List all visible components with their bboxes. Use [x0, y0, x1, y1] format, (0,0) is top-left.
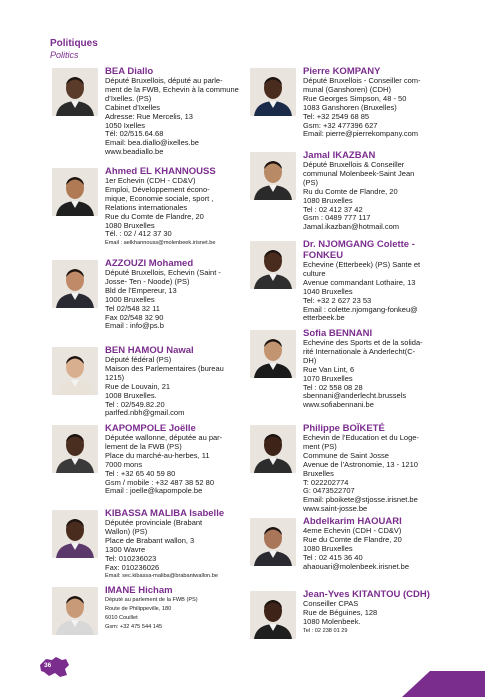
detail-line: Rue de Béguines, 128	[303, 607, 378, 617]
section-header	[50, 38, 98, 61]
person-name: Philippe BOÏKETÉ	[303, 423, 385, 434]
detail-line: Cabinet d’Ixelles	[105, 102, 161, 112]
detail-line: Gsm: +32 477396 627	[303, 120, 378, 130]
ahmed-el-khannouss-photo	[52, 168, 98, 216]
detail-line: Gsm: +32 475 544 145	[105, 623, 163, 630]
detail-line: Echevin de l’Education et du Loge-	[303, 433, 419, 442]
detail-line: Rue Georges Simpson, 48 - 50	[303, 93, 407, 103]
detail-line: (PS)	[303, 177, 318, 187]
detail-line: Gsm / mobile : +32 487 38 52 80	[105, 477, 215, 487]
detail-line: T: 022202774	[303, 477, 349, 487]
detail-line: Bld de l’Empereur, 13	[105, 285, 177, 295]
detail-line: Echevine des Sports et de la solida-	[303, 338, 423, 347]
detail-line: Wallon) (PS)	[105, 526, 148, 536]
detail-line: Rue de Louvain, 21	[105, 381, 171, 391]
contact-link[interactable]: Email: bea.diallo@ixelles.be	[105, 138, 199, 148]
detail-line: Relations internationales	[105, 202, 188, 212]
person-info	[303, 239, 438, 323]
detail-line: 1083 Ganshoren (Bruxelles)	[303, 102, 397, 112]
detail-line: Adresse: Rue Mercelis, 13	[105, 111, 193, 121]
imane-hicham-photo	[52, 587, 98, 635]
person-name: KAPOMPOLE Joëlle	[105, 423, 196, 434]
detail-line: Tel : +32 65 40 59 80	[105, 468, 176, 478]
person-name: Jamal IKAZBAN	[303, 150, 376, 161]
person-name: Ahmed EL KHANNOUSS	[105, 166, 216, 177]
portrait	[250, 68, 296, 116]
detail-line: Député Bruxellois & Conseiller	[303, 160, 405, 169]
detail-line: Gsm : 0489 777 117	[303, 213, 371, 223]
person-name-continued: FONKEU	[303, 250, 344, 261]
section-subtitle: Politics	[50, 50, 79, 60]
contact-link[interactable]: Email: pboikete@stjosse.irisnet.be	[303, 495, 418, 505]
person-info	[303, 589, 438, 639]
detail-line: 4eme Echevin (CDH - CD&V)	[303, 526, 402, 535]
detail-line: 1050 Ixelles	[105, 120, 146, 130]
azzouzi-mohamed-photo	[52, 260, 98, 308]
belgium-map-icon	[38, 656, 70, 678]
detail-line: Fax: 010236026	[105, 562, 160, 572]
portrait	[52, 260, 98, 308]
detail-line: Député au parlement de la FWB (PS)	[105, 597, 198, 603]
kapompole-joelle-photo	[52, 425, 98, 473]
detail-line: Tél: 02/515.64.68	[105, 129, 164, 139]
portrait	[52, 68, 98, 116]
person-entry	[250, 423, 438, 514]
detail-line: Tel: 010236023	[105, 553, 157, 563]
detail-line: 1080 Bruxelles	[303, 543, 353, 553]
detail-line: ment (PS)	[303, 441, 337, 451]
contact-link[interactable]: Email : aelkhannouss@molenbeek.irisnet.be	[105, 240, 216, 247]
detail-line: Avenue commandant Lothaire, 13	[303, 277, 416, 287]
njomgang-colette-fonkeu-photo	[250, 241, 296, 289]
detail-line: ment de la FWB, Echevin à la commune	[105, 84, 239, 94]
detail-line: Echevine (Etterbeek) (PS) Sante et	[303, 260, 421, 269]
detail-line: 6010 Couillet	[105, 614, 138, 621]
person-name: Jean-Yves KITANTOU (CDH)	[303, 589, 430, 600]
detail-line: 1080 Molenbeek.	[303, 616, 361, 626]
page-number: 36	[44, 662, 52, 669]
jean-yves-kitantou-photo	[250, 591, 296, 639]
detail-line: Avenue de l’Astronomie, 13 - 1210	[303, 459, 418, 469]
person-name: BEN HAMOU Nawal	[105, 345, 194, 356]
person-name: Sofia BENNANI	[303, 328, 373, 339]
person-info	[303, 150, 438, 232]
detail-line: Bruxelles	[303, 468, 334, 478]
philippe-boikete-photo	[250, 425, 296, 473]
detail-line: Maison des Parlementaires (bureau	[105, 363, 224, 373]
portrait	[250, 330, 296, 378]
person-name: KIBASSA MALIBA Isabelle	[105, 508, 225, 519]
detail-line: Place du marché-au-herbes, 11	[105, 450, 210, 460]
contact-link[interactable]: parlfed.nbh@gmail.com	[105, 408, 185, 418]
detail-line: 1070 Bruxelles	[303, 373, 353, 383]
detail-line: 1000 Bruxelles	[105, 294, 155, 304]
detail-line: Commune de Saint Josse	[303, 450, 389, 460]
detail-line: lement de la FWB (PS)	[105, 441, 182, 451]
contact-link[interactable]: Email : info@ps.b	[105, 321, 164, 331]
person-entry	[250, 239, 438, 323]
contact-link[interactable]: sbennani@anderlecht.brussels	[303, 391, 407, 401]
detail-line: Ru du Comte de Flandre, 20	[303, 186, 398, 196]
detail-line: 1300 Wavre	[105, 544, 146, 554]
person-info	[303, 66, 438, 139]
detail-line: etterbeek.be	[303, 313, 345, 323]
person-info	[303, 423, 438, 514]
detail-line: Tel : 02 558 08 28	[303, 382, 363, 392]
detail-line: d’Ixelles. (PS)	[105, 93, 152, 103]
detail-line: G: 0473522707	[303, 486, 355, 496]
detail-line: Place de Brabant wallon, 3	[105, 535, 195, 545]
detail-line: Députée provinciale (Brabant	[105, 518, 203, 527]
portrait	[52, 347, 98, 395]
detail-line: Tel 02/548 32 11	[105, 303, 160, 313]
bea-diallo-photo	[52, 68, 98, 116]
contact-link[interactable]: ahaouari@molenbeek.irisnet.be	[303, 561, 410, 571]
detail-line: Tél. : 02 / 412 37 30	[105, 229, 172, 239]
detail-line: 1er Echevin (CDH - CD&V)	[105, 176, 196, 185]
section-title: Politiques	[50, 38, 98, 49]
abdelkarim-haouari-photo	[250, 518, 296, 566]
contact-link[interactable]: www.sofiabennani.be	[303, 400, 374, 410]
detail-line: Tel : 02 415 36 40	[303, 552, 363, 562]
detail-line: DH)	[303, 355, 317, 365]
detail-line: Fax 02/548 32 90	[105, 312, 164, 322]
detail-line: Tel : 02/549.82.20	[105, 399, 165, 409]
person-entry	[250, 66, 438, 139]
person-name: IMANE Hicham	[105, 585, 173, 596]
contact-link[interactable]: Email: sec.kibassa-maliba@brabantwallon.be	[105, 573, 218, 580]
kibassa-maliba-isabelle-photo	[52, 510, 98, 558]
detail-line: Rue Van Lint, 6	[303, 364, 355, 374]
detail-line: rité Internationale à Anderlecht(C-	[303, 346, 416, 356]
detail-line: Route de Philippeville, 180	[105, 605, 172, 612]
portrait	[250, 241, 296, 289]
detail-line: culture	[303, 268, 326, 278]
detail-line: communal Molenbeek-Saint Jean	[303, 168, 415, 178]
detail-line: Député Bruxellois - Conseiller com-	[303, 76, 421, 85]
detail-line: 7000 mons	[105, 459, 143, 469]
detail-line: Tel: +32 2 627 23 53	[303, 295, 372, 305]
footer-decoration	[402, 671, 485, 697]
person-entry	[250, 150, 438, 232]
detail-line: Tel : 02 238 01 29	[303, 627, 348, 634]
detail-line: 1008 Bruxelles.	[105, 390, 157, 400]
detail-line: Rue du Comte de Flandre, 20	[105, 211, 204, 221]
person-name: AZZOUZI Mohamed	[105, 258, 194, 269]
contact-link[interactable]: Email : colette.njomgang-fonkeu@	[303, 304, 418, 314]
contact-link[interactable]: Jamal.ikazban@hotmail.com	[303, 222, 399, 232]
detail-line: 1215)	[105, 372, 125, 382]
portrait	[52, 510, 98, 558]
detail-line: Députée wallonne, députée au par-	[105, 433, 223, 442]
person-entry	[250, 589, 438, 639]
detail-line: 1080 Bruxelles	[105, 220, 155, 230]
person-info	[303, 328, 438, 410]
contact-link[interactable]: Email: pierre@pierrekompany.com	[303, 129, 419, 139]
detail-line: Rue du Comte de Flandre, 20	[303, 534, 402, 544]
person-entry	[250, 328, 438, 410]
portrait	[250, 591, 296, 639]
contact-link[interactable]: Email : joelle@kapompole.be	[105, 486, 203, 496]
contact-link[interactable]: www.beadiallo.be	[105, 147, 164, 157]
detail-line: Conseiller CPAS	[303, 599, 359, 608]
person-name: Abdelkarim HAOUARI	[303, 516, 402, 527]
portrait	[52, 168, 98, 216]
detail-line: Député Bruxellois, député au parle-	[105, 76, 223, 85]
person-name: Dr. NJOMGANG Colette -	[303, 239, 415, 250]
person-name: BEA Diallo	[105, 66, 154, 77]
portrait	[250, 152, 296, 200]
detail-line: mique, Economie sociale, sport ,	[105, 193, 214, 203]
detail-line: Tel: +32 2549 68 85	[303, 111, 370, 121]
portrait	[250, 518, 296, 566]
person-name: Pierre KOMPANY	[303, 66, 381, 77]
sofia-bennani-photo	[250, 330, 296, 378]
person-info	[303, 516, 438, 572]
detail-line: 1040 Bruxelles	[303, 286, 353, 296]
detail-line: munal (Ganshoren) (CDH)	[303, 84, 391, 94]
ben-hamou-nawal-photo	[52, 347, 98, 395]
detail-line: Député fédéral (PS)	[105, 355, 172, 364]
contact-link[interactable]: www.saint-josse.be	[303, 504, 368, 514]
detail-line: 1080 Bruxelles	[303, 195, 353, 205]
person-entry	[250, 516, 438, 572]
detail-line: Josse- Ten - Noode) (PS)	[105, 276, 190, 286]
portrait	[52, 425, 98, 473]
portrait	[250, 425, 296, 473]
detail-line: Député Bruxellois, Echevin (Saint -	[105, 268, 221, 277]
detail-line: Tel : 02 412 37 42	[303, 204, 363, 214]
jamal-ikazban-photo	[250, 152, 296, 200]
detail-line: Emploi, Développement écono-	[105, 184, 210, 194]
pierre-kompany-photo	[250, 68, 296, 116]
portrait	[52, 587, 98, 635]
